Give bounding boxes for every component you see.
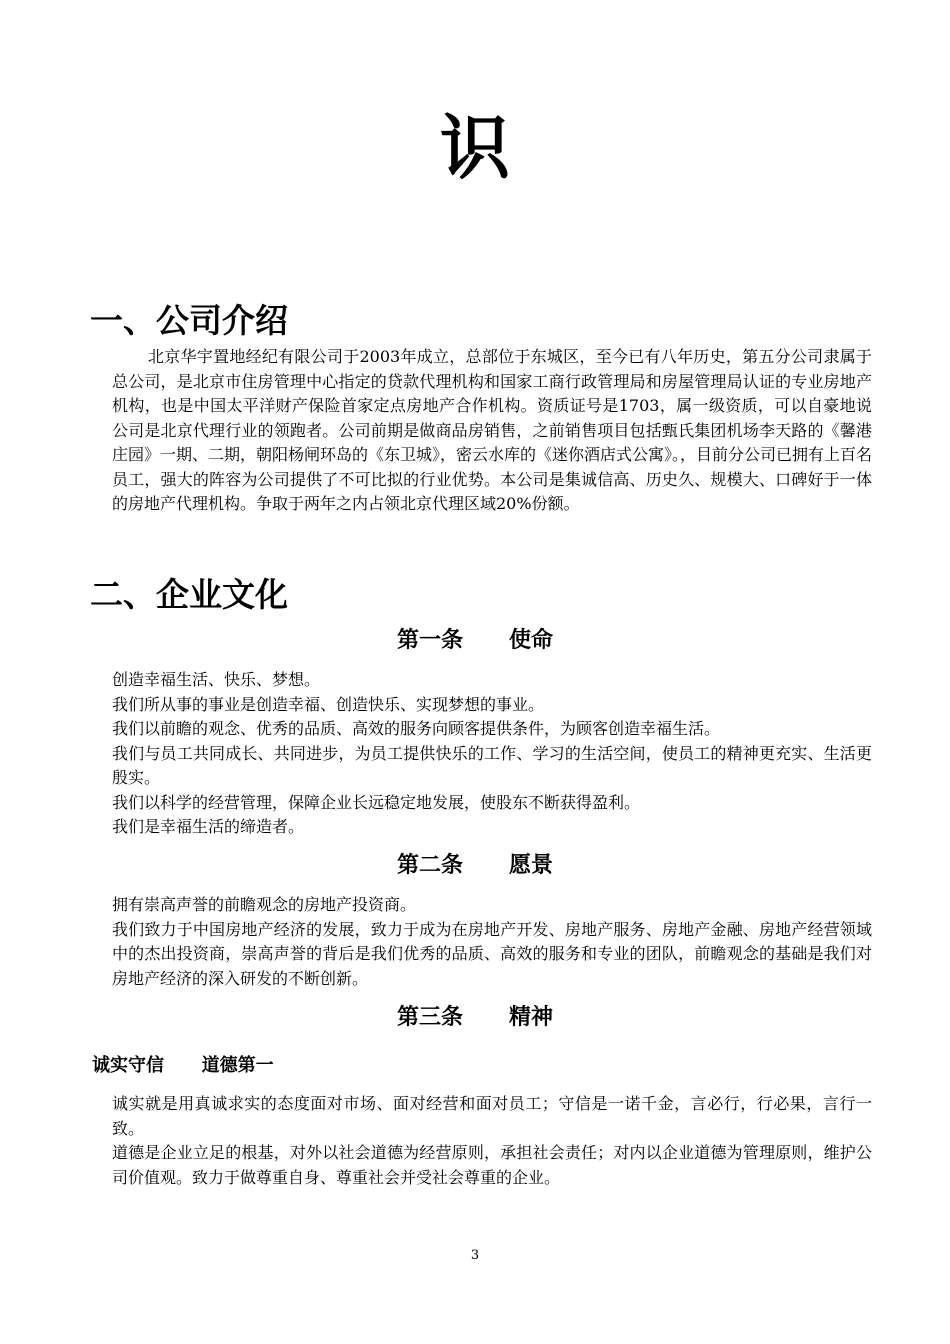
mission-line: 我们与员工共同成长、共同进步，为员工提供快乐的工作、学习的生活空间，使员工的精神更充实、生活更殷实。 xyxy=(112,743,872,787)
spirit-text-block xyxy=(112,1092,872,1190)
spirit-line: 道德是企业立足的根基，对外以社会道德为经营原则，承担社会责任；对内以企业道德为管理原则，维护公司价值观。致力于做尊重自身、尊重社会并受社会尊重的企业。 xyxy=(112,1143,872,1187)
vision-line: 我们致力于中国房地产经济的发展，致力于成为在房地产开发、房地产服务、房地产金融、房地产经营领域中的杰出投资商，崇高声誉的背后是我们优秀的品质、高效的服务和专业的团队，前瞻观念的基础是我们对房地产经济的深入研发的不断创新。 xyxy=(112,919,872,988)
mission-line: 我们以前瞻的观念、优秀的品质、高效的服务向顾客提供条件，为顾客创造幸福生活。 xyxy=(112,719,721,738)
section-heading-corporate-culture: 二、企业文化 xyxy=(90,575,288,614)
vision-text-block xyxy=(112,893,872,991)
mission-text-block xyxy=(112,668,872,840)
vision-line: 拥有崇高声誉的前瞻观念的房地产投资商。 xyxy=(112,895,417,914)
page-title: 识 xyxy=(440,107,510,189)
company-intro-paragraph: 北京华宇置地经纪有限公司于2003年成立，总部位于东城区，至今已有八年历史，第五分公司隶属于总公司，是北京市住房管理中心指定的贷款代理机构和国家工商行政管理局和房屋管理局认证的专业房地产机构，也是中国太平洋财产保险首家定点房地产合作机构。资质证号是1703，属一级资质，可以自豪地说公司是北京代理行业的领跑者。公司前期是做商品房销售，之前销售项目包括甄氏集团机场李天路的《馨港庄园》一期、二期，朝阳杨闸环岛的《东卫城》，密云水库的《迷你酒店式公寓》。，目前分公司已拥有上百名员工，强大的阵容为公司提供了不可比拟的行业优势。本公司是集诚信高、历史久、规模大、口碑好于一体的房地产代理机构。争取于两年之内占领北京代理区域20%份额。 xyxy=(112,347,873,513)
page-number: 3 xyxy=(470,1248,480,1263)
article-heading-vision: 第二条 愿景 xyxy=(397,853,553,878)
mission-line: 我们是幸福生活的缔造者。 xyxy=(112,817,305,836)
mission-line: 创造幸福生活、快乐、梦想。 xyxy=(112,670,321,689)
article-heading-spirit: 第三条 精神 xyxy=(397,1005,553,1030)
spirit-line: 诚实就是用真诚求实的态度面对市场、面对经营和面对员工；守信是一诺千金，言必行，行必果，言行一致。 xyxy=(112,1094,872,1138)
article-heading-mission: 第一条 使命 xyxy=(397,628,553,653)
section-heading-company-intro: 一、公司介绍 xyxy=(90,301,288,340)
mission-line: 我们以科学的经营管理，保障企业长远稳定地发展，使股东不断获得盈利。 xyxy=(112,792,641,812)
mission-line: 我们所从事的事业是创造幸福、创造快乐、实现梦想的事业。 xyxy=(112,694,545,714)
spirit-subheading: 诚实守信 道德第一 xyxy=(92,1055,274,1076)
